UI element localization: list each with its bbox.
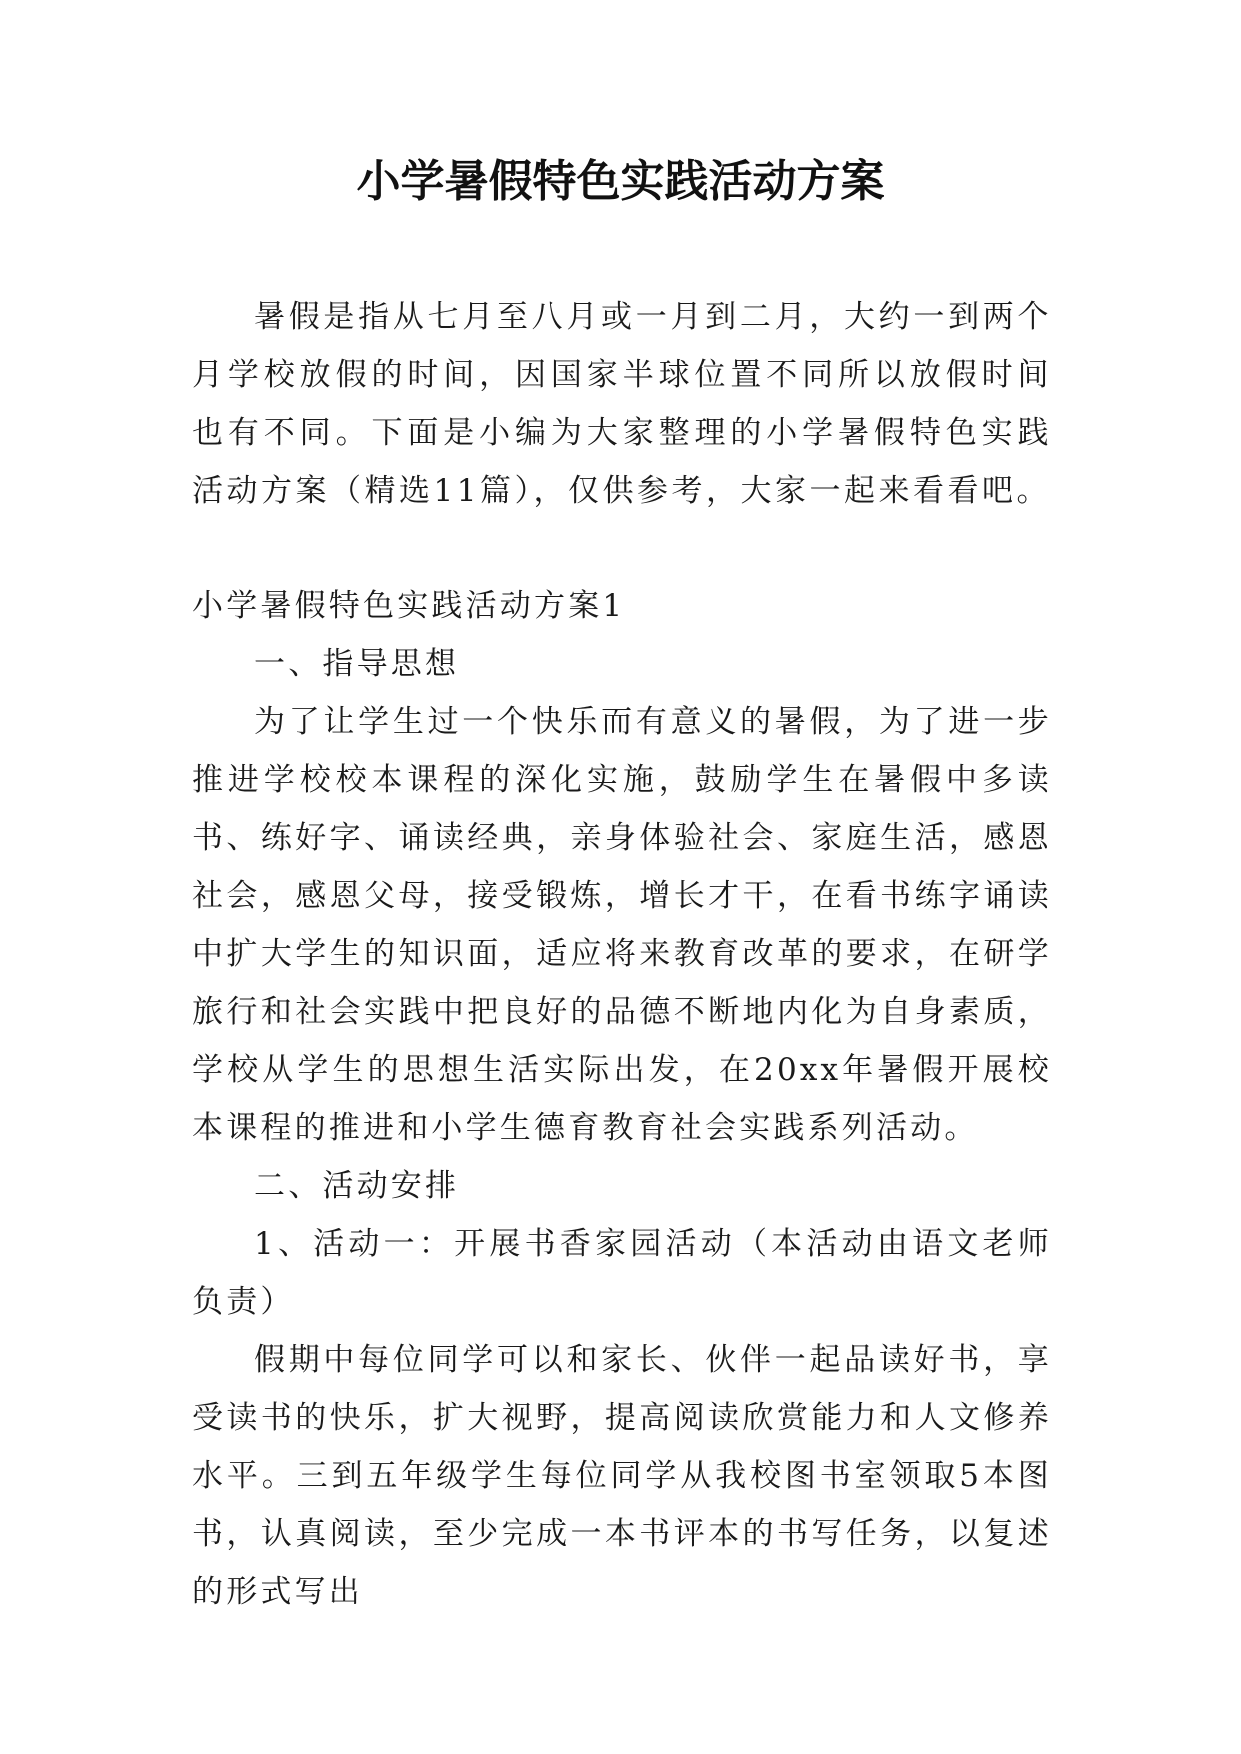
paragraph-activity-arrangement-heading: 二、活动安排: [254, 1168, 460, 1204]
intro-block: [192, 288, 1052, 520]
document-title: 小学暑假特色实践活动方案: [356, 156, 885, 207]
section-block: [192, 577, 1052, 1621]
intro-paragraph: 暑假是指从七月至八月或一月到二月，大约一到两个月学校放假的时间，因国家半球位置不同所以放假时间也有不同。下面是小编为大家整理的小学暑假特色实践活动方案（精选11篇），仅供参考，大家一起来看看吧。: [192, 299, 1052, 509]
paragraph-guiding-thought: 为了让学生过一个快乐而有意义的暑假，为了进一步推进学校校本课程的深化实施，鼓励学生在暑假中多读书、练好字、诵读经典，亲身体验社会、家庭生活，感恩社会，感恩父母，接受锻炼，增长才干，在看书练字诵读中扩大学生的知识面，适应将来教育改革的要求，在研学旅行和社会实践中把良好的品德不断地内化为自身素质，学校从学生的思想生活实际出发，在20xx年暑假开展校本课程的推进和小学生德育教育社会实践系列活动。: [192, 704, 1052, 1146]
section-title: 小学暑假特色实践活动方案1: [192, 588, 626, 624]
paragraph-reading-activity: 假期中每位同学可以和家长、伙伴一起品读好书，享受读书的快乐，扩大视野，提高阅读欣赏能力和人文修养水平。三到五年级学生每位同学从我校图书室领取5本图书，认真阅读，至少完成一本书评本的书写任务，以复述的形式写出: [192, 1342, 1052, 1610]
paragraph-guiding-thought-heading: 一、指导思想: [254, 646, 460, 682]
paragraph-activity-one: 1、活动一：开展书香家园活动（本活动由语文老师负责）: [192, 1226, 1052, 1320]
